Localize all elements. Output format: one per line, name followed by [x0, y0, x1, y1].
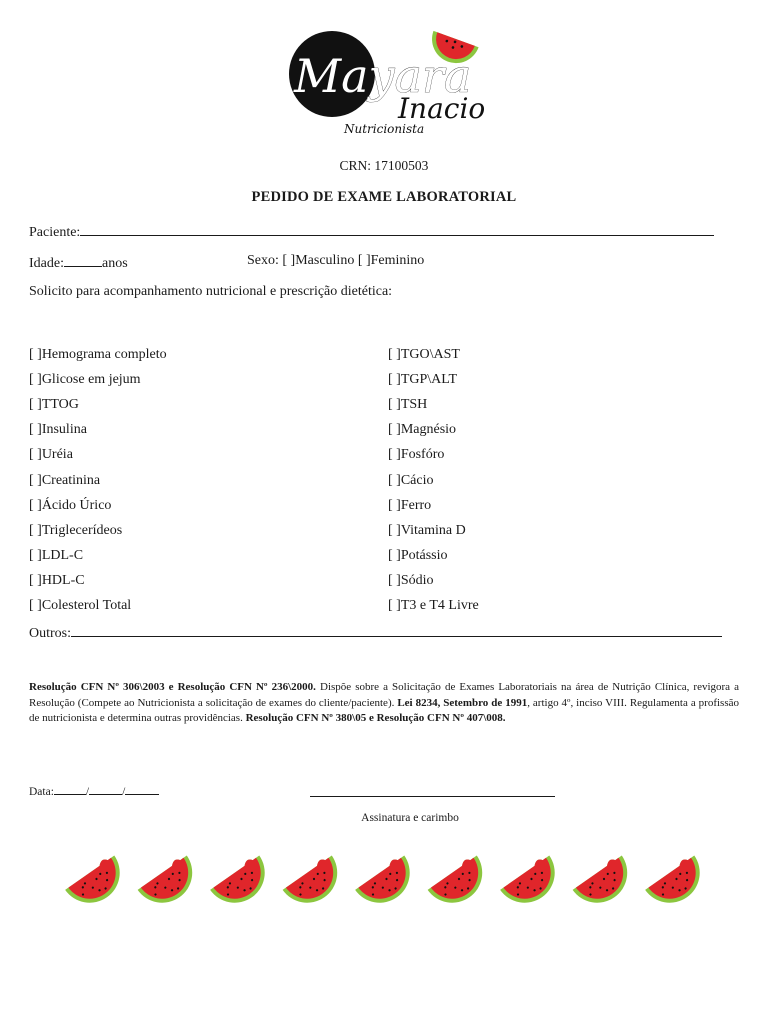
exam-checkbox-left-6[interactable]: [ ]Ácido Úrico — [29, 497, 112, 513]
logo-name-second: Inacio — [398, 92, 486, 125]
watermelon-icon — [498, 853, 566, 910]
exam-checkbox-left-4[interactable]: [ ]Uréia — [29, 447, 73, 463]
age-field[interactable] — [64, 253, 102, 267]
document-title: PEDIDO DE EXAME LABORATORIAL — [251, 189, 517, 205]
others-label: Outros: — [29, 626, 71, 641]
exam-checkbox-left-3[interactable]: [ ]Insulina — [29, 422, 87, 438]
exam-checkbox-right-6[interactable]: [ ]Ferro — [388, 497, 432, 513]
date-sep-1: / — [85, 786, 90, 798]
age-unit: anos — [101, 256, 128, 271]
date-month-field[interactable] — [89, 783, 122, 795]
watermelon-icon — [63, 853, 131, 910]
others-row — [29, 623, 722, 642]
others-field[interactable] — [71, 623, 722, 637]
logo — [286, 30, 492, 138]
date-label: Data: — [29, 786, 54, 798]
watermelon-icon — [353, 853, 421, 910]
exam-checkbox-right-8[interactable]: [ ]Potássio — [388, 547, 448, 563]
crn-number: CRN: 17100503 — [339, 158, 429, 173]
exam-checkbox-right-9[interactable]: [ ]Sódio — [388, 572, 434, 588]
watermelon-icon — [571, 853, 639, 910]
watermelon-icon — [281, 853, 349, 910]
date-year-field[interactable] — [125, 783, 159, 795]
patient-field[interactable] — [80, 222, 714, 236]
exam-checkbox-right-7[interactable]: [ ]Vitamina D — [388, 522, 466, 538]
exam-checkbox-left-0[interactable]: [ ]Hemograma completo — [29, 347, 167, 362]
watermelon-decoration — [60, 846, 710, 910]
watermelon-icon — [643, 853, 710, 910]
watermelon-icon — [208, 853, 276, 910]
date-sep-2: / — [122, 786, 126, 798]
signature-label: Assinatura e carimbo — [361, 812, 459, 824]
exam-checkbox-right-5[interactable]: [ ]Cácio — [388, 472, 434, 488]
exam-checkbox-left-1[interactable]: [ ]Glicose em jejum — [29, 372, 141, 388]
exam-checkbox-left-7[interactable]: [ ]Triglecerídeos — [29, 522, 123, 538]
watermelon-icon — [136, 853, 204, 910]
legal-resolution-1: Resolução CFN Nº 306\2003 e Resolução CFN Nº 236\2000. — [29, 681, 316, 693]
exam-checkbox-left-10[interactable]: [ ]Colesterol Total — [29, 598, 132, 613]
signature-line[interactable] — [310, 796, 555, 797]
exam-checkbox-right-0[interactable]: [ ]TGO\AST — [388, 347, 460, 362]
legal-text-2: , artigo 4º, inciso VIII. Regulamenta a profissão de nutricionista e determina outras providências. — [29, 696, 739, 724]
date-day-field[interactable] — [54, 783, 86, 795]
request-text: Solicito para acompanhamento nutricional e prescrição dietética: — [29, 284, 393, 299]
age-label: Idade: — [29, 256, 64, 271]
exam-checkbox-left-9[interactable]: [ ]HDL-C — [29, 572, 85, 588]
patient-row — [29, 222, 714, 241]
logo-profession: Nutricionista — [344, 122, 425, 136]
legal-note — [29, 680, 739, 727]
legal-law: Lei 8234, Setembro de 1991 — [397, 696, 528, 709]
patient-label: Paciente: — [29, 225, 81, 240]
exam-checkbox-left-8[interactable]: [ ]LDL-C — [29, 547, 84, 563]
sex-options[interactable]: Sexo: [ ]Masculino [ ]Feminino — [247, 253, 425, 268]
exam-checkbox-left-5[interactable]: [ ]Creatinina — [29, 472, 101, 488]
exam-checkbox-left-2[interactable]: [ ]TTOG — [29, 397, 79, 413]
date-row — [29, 783, 159, 798]
age-row — [29, 253, 128, 272]
exam-checkbox-right-1[interactable]: [ ]TGP\ALT — [388, 372, 458, 388]
exam-checkbox-right-2[interactable]: [ ]TSH — [388, 397, 428, 413]
legal-resolution-2: Resolução CFN Nº 380\05 e Resolução CFN Nº 407\008. — [245, 712, 506, 724]
exam-checkbox-right-4[interactable]: [ ]Fosfóro — [388, 447, 445, 463]
exam-checkbox-right-10[interactable]: [ ]T3 e T4 Livre — [388, 598, 479, 613]
legal-text-1: Dispõe sobre a Solicitação de Exames Laboratoriais na área de Nutrição Clínica, revigora a Resolução (Compete ao Nutricionista a solicitação de exames do cliente/paciente). — [29, 681, 739, 709]
exam-checkbox-right-3[interactable]: [ ]Magnésio — [388, 422, 457, 438]
logo-name-main: Mayara — [294, 49, 472, 103]
watermelon-icon — [426, 853, 494, 910]
